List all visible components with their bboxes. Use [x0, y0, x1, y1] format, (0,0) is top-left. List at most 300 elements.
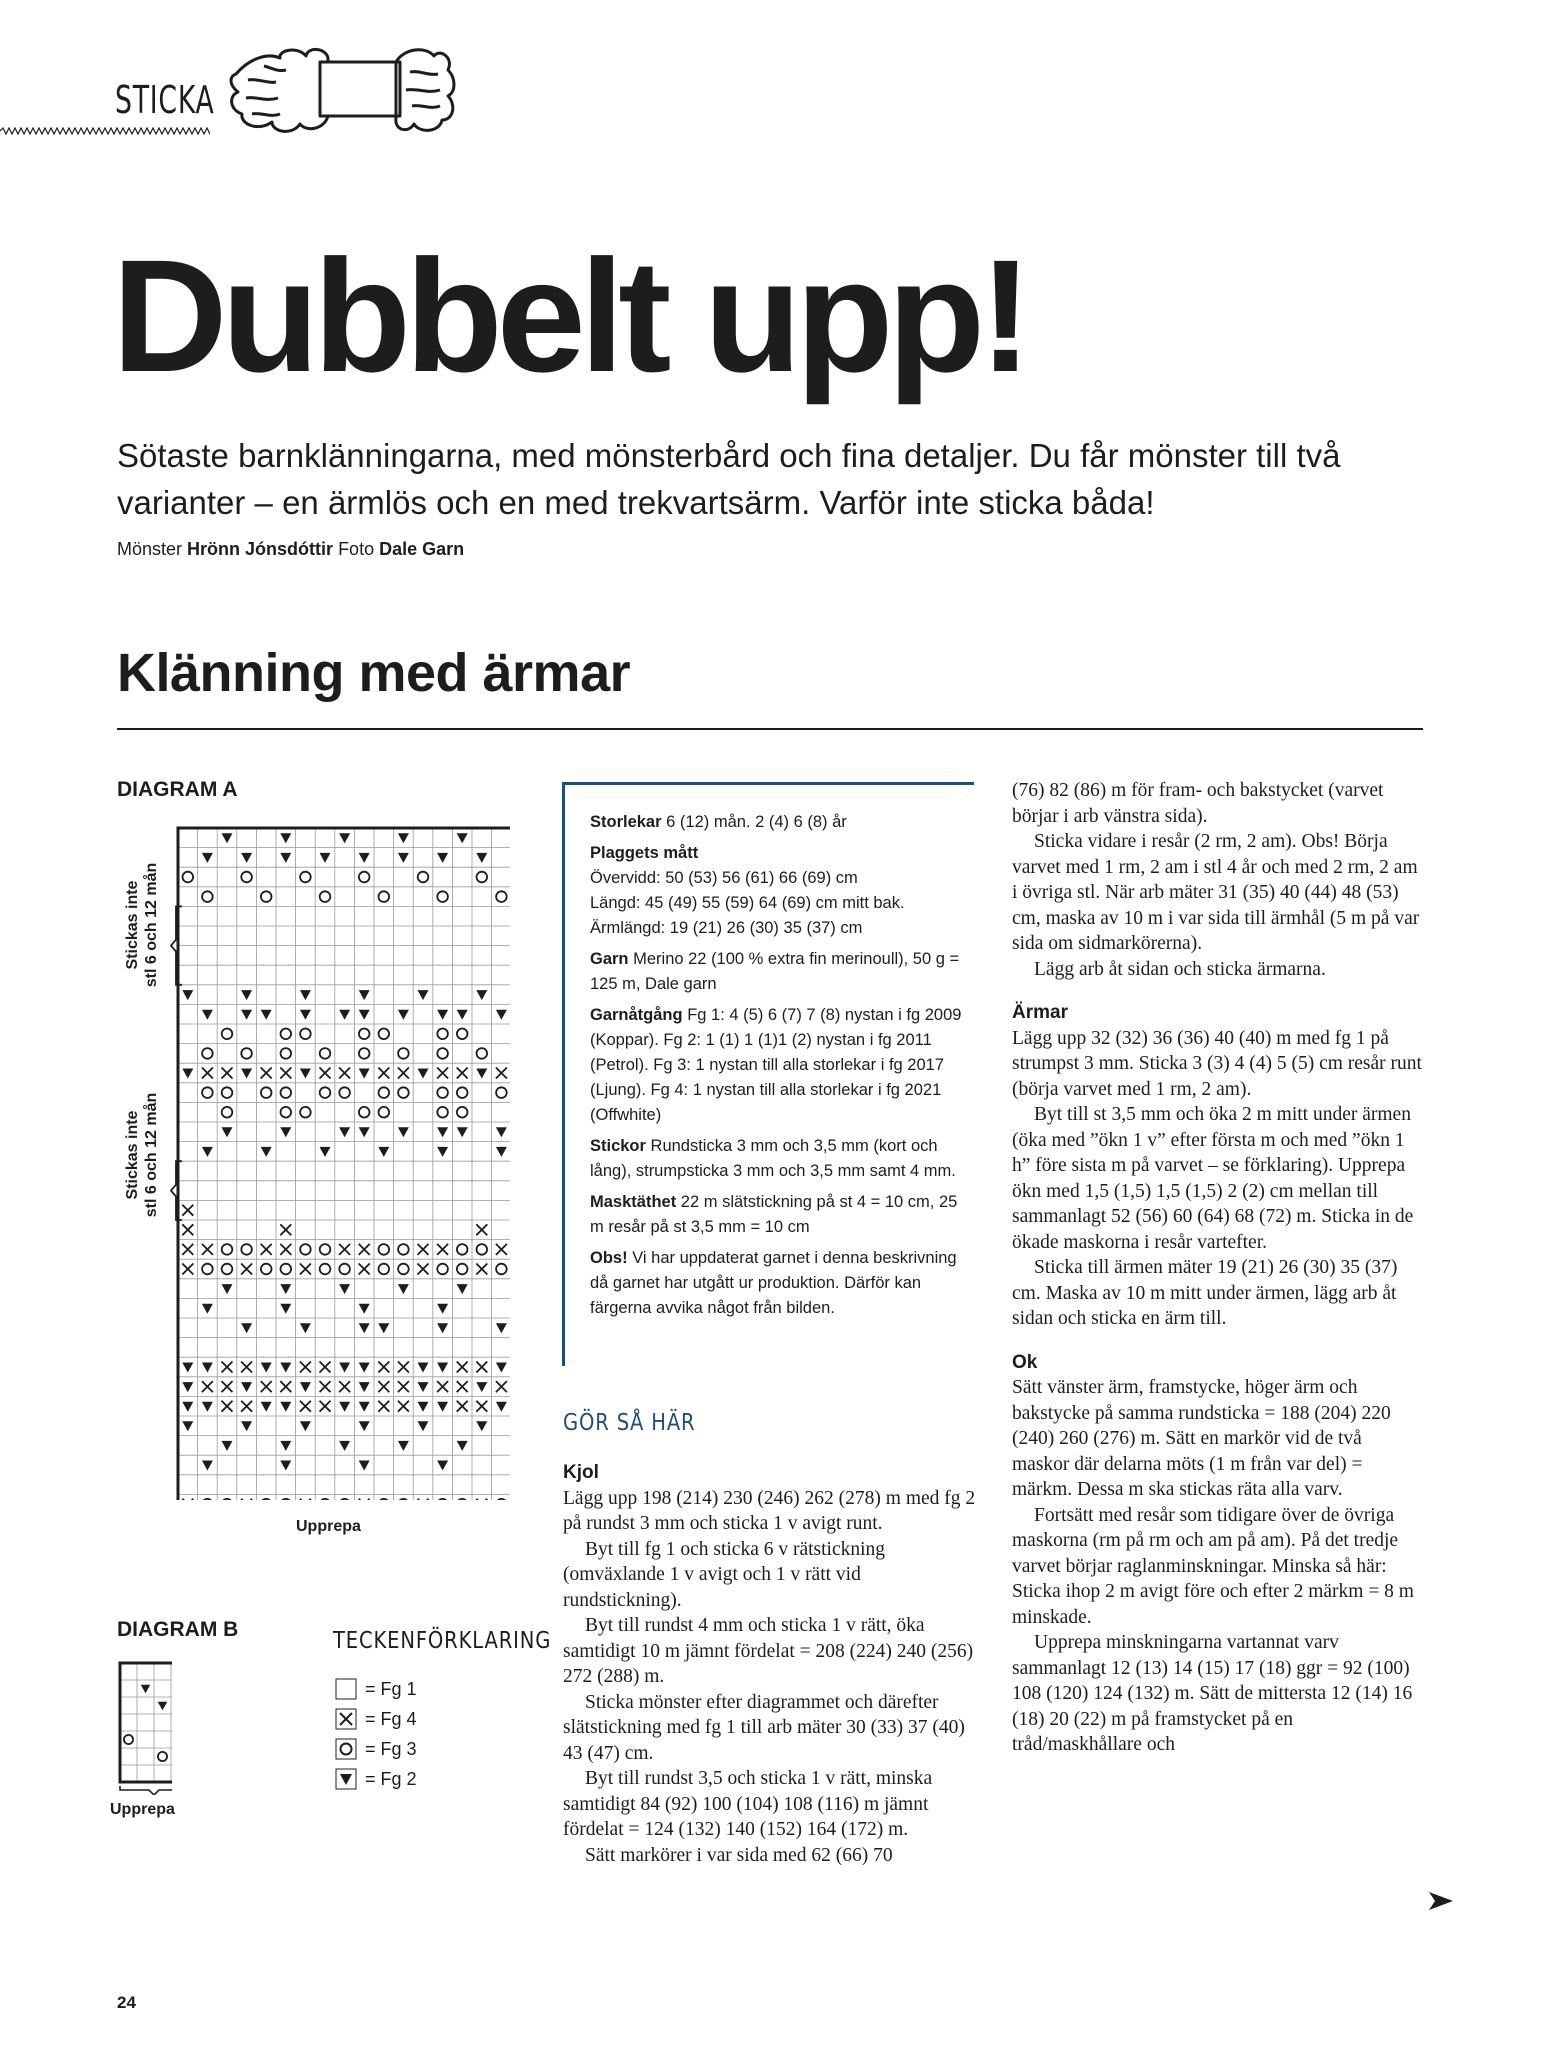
stitch-triangle	[437, 1304, 448, 1314]
stitch-circle	[379, 1107, 390, 1118]
stitch-cross	[182, 1224, 193, 1235]
stitch-cross	[496, 1244, 507, 1255]
diagram-a-title: DIAGRAM A	[117, 778, 238, 801]
info-matt-label-text: Plaggets mått	[590, 844, 699, 862]
info-masktathet-label: Masktäthet	[590, 1193, 677, 1211]
stitch-cross	[320, 1401, 331, 1412]
info-box-side-border	[562, 782, 565, 1366]
continue-arrow-icon	[1428, 1890, 1454, 1912]
yarn-skein-icon	[228, 40, 456, 140]
stitch-cross	[182, 1264, 193, 1275]
stitch-triangle	[437, 853, 448, 863]
stitch-cross	[241, 1264, 252, 1275]
stitch-circle	[437, 1499, 448, 1500]
stitch-triangle	[457, 833, 468, 843]
diagram-b-border	[120, 1663, 172, 1782]
stitch-circle	[241, 872, 252, 883]
stitch-cross	[202, 1244, 213, 1255]
stitch-cross	[457, 1362, 468, 1373]
stitch-triangle	[339, 1363, 350, 1373]
stitch-triangle	[202, 1304, 213, 1314]
stitch-triangle	[280, 1441, 291, 1451]
intro-text: Sötaste barnklänningarna, med mönsterbård och fina detaljer. Du får mönster till två varianter – en ärmlös och en med trekvartsärm. Varför inte sticka båda!	[117, 437, 1341, 521]
stitch-cross	[300, 1264, 311, 1275]
stitch-circle	[320, 1048, 331, 1059]
stitch-circle	[379, 1087, 390, 1098]
stitch-triangle	[437, 1363, 448, 1373]
stitch-cross	[222, 1401, 233, 1412]
stitch-triangle	[437, 1147, 448, 1157]
stitch-circle	[261, 891, 272, 902]
info-matt-line: Ärmlängd: 19 (21) 26 (30) 35 (37) cm	[590, 919, 863, 937]
armar-paragraph: Lägg upp 32 (32) 36 (36) 40 (40) m med fg 1 på strumpst 3 mm. Sticka 3 (3) 4 (4) 5 (5) cm resår runt (börja varvet med 1 rm, 2 am).	[1012, 1027, 1422, 1100]
stitch-triangle	[359, 853, 370, 863]
stitch-cross	[398, 1381, 409, 1392]
stitch-circle	[437, 1107, 448, 1118]
diagram-b-title: DIAGRAM B	[117, 1618, 239, 1641]
stitch-circle	[339, 1087, 350, 1098]
diagram-b-repeat-label: Upprepa	[110, 1801, 175, 1818]
stitch-circle	[183, 872, 194, 883]
stitch-cross	[496, 1068, 507, 1079]
stitch-circle	[379, 1029, 390, 1040]
stitch-circle	[457, 1029, 468, 1040]
stitch-cross	[398, 1401, 409, 1412]
stitch-triangle	[496, 1402, 507, 1412]
stitch-triangle	[320, 853, 331, 863]
info-obs-value: Vi har uppdaterat garnet i denna beskrivning då garnet har utgått ur produktion. Därför kan färgerna avvika något från bilden.	[590, 1249, 957, 1317]
kjol-paragraph: Byt till rundst 4 mm och sticka 1 v rätt, öka samtidigt 10 m jämnt fördelat = 208 (224) 240 (256) 272 (288) m.	[563, 1615, 974, 1687]
stitch-cross	[418, 1499, 429, 1500]
info-box-top-border	[562, 782, 974, 785]
stitch-triangle	[182, 1363, 193, 1373]
stitch-triangle	[359, 1461, 370, 1471]
stitch-circle	[320, 1264, 331, 1275]
info-garn-label: Garn	[590, 950, 629, 968]
stitch-triangle	[359, 1323, 370, 1333]
stitch-triangle	[320, 1147, 331, 1157]
info-box	[590, 810, 974, 1327]
stitch-triangle	[182, 1402, 193, 1412]
section-divider	[117, 728, 1423, 730]
kjol-paragraph: Byt till rundst 3,5 och sticka 1 v rätt, minska samtidigt 84 (92) 100 (104) 108 (116) m jämnt fördelat = 124 (132) 140 (152) 164 (172) m.	[563, 1768, 933, 1840]
stitch-circle	[418, 872, 429, 883]
stitch-cross	[339, 1068, 350, 1079]
stitch-triangle	[280, 1402, 291, 1412]
stitch-cross	[378, 1068, 389, 1079]
stitch-circle	[437, 1087, 448, 1098]
legend-item-fg4	[335, 1708, 417, 1730]
stitch-triangle	[241, 1382, 252, 1392]
stitch-triangle	[418, 990, 429, 1000]
stitch-circle	[320, 1244, 331, 1255]
stitch-cross	[182, 1244, 193, 1255]
stitch-circle	[202, 891, 213, 902]
stitch-circle	[398, 1048, 409, 1059]
stitch-cross	[280, 1381, 291, 1392]
kjol-paragraph: Sätt markörer i var sida med 62 (66) 70	[585, 1844, 893, 1866]
stitch-circle	[241, 1048, 252, 1059]
stitch-cross	[222, 1381, 233, 1392]
stitch-circle	[202, 1499, 213, 1500]
info-masktathet	[590, 1190, 974, 1240]
stitch-circle	[261, 1499, 272, 1500]
info-garnatgang	[590, 1003, 974, 1128]
armar-paragraph: Sticka till ärmen mäter 19 (21) 26 (30) 35 (37) cm. Maska av 10 m mitt under ärmen, lägg arb åt sidan och sticka en ärm till.	[1012, 1257, 1398, 1329]
stitch-cross	[339, 1381, 350, 1392]
diagram-b-chart	[112, 1655, 172, 1795]
stitch-circle	[437, 1264, 448, 1275]
legend-item-fg2	[335, 1768, 417, 1790]
stitch-triangle	[182, 990, 193, 1000]
info-garnatgang-label: Garnåtgång	[590, 1006, 683, 1024]
diagram-a-chart	[170, 820, 510, 1500]
stitch-triangle	[496, 1127, 507, 1137]
credits-pattern-name: Hrönn Jónsdóttir	[187, 539, 334, 559]
stitch-triangle	[280, 1284, 291, 1294]
info-stickor-value: Rundsticka 3 mm och 3,5 mm (kort och lång), strumpsticka 3 mm och 3,5 mm samt 4 mm.	[590, 1137, 956, 1180]
stitch-cross	[457, 1381, 468, 1392]
stitch-circle	[124, 1735, 133, 1744]
stitch-triangle	[476, 853, 487, 863]
stitch-circle	[202, 1048, 213, 1059]
stitch-triangle	[476, 1382, 487, 1392]
legend-cross-icon	[335, 1708, 357, 1730]
stitch-triangle	[496, 1010, 507, 1020]
stitch-cross	[359, 1264, 370, 1275]
diagram-b-grid	[120, 1663, 172, 1782]
stitch-triangle	[359, 1421, 370, 1431]
stitch-circle	[261, 1264, 272, 1275]
stitch-circle	[437, 1048, 448, 1059]
stitch-circle	[359, 872, 370, 883]
stitch-triangle	[359, 1382, 370, 1392]
stitch-cross	[300, 1362, 311, 1373]
stitch-cross	[261, 1068, 272, 1079]
stitch-triangle	[222, 1127, 233, 1137]
stitch-triangle	[398, 1284, 409, 1294]
stitch-circle	[398, 1087, 409, 1098]
stitch-cross	[182, 1205, 193, 1216]
stitch-cross	[222, 1068, 233, 1079]
stitch-triangle	[241, 1421, 252, 1431]
header-zigzag-rule	[0, 127, 210, 135]
stitch-triangle	[457, 1127, 468, 1137]
stitch-circle	[437, 1029, 448, 1040]
stitch-circle	[300, 1029, 311, 1040]
stitch-triangle	[359, 1402, 370, 1412]
stitch-circle	[457, 1107, 468, 1118]
stitch-triangle	[437, 1010, 448, 1020]
stitch-triangle	[378, 1323, 389, 1333]
stitch-cross	[457, 1401, 468, 1412]
instructions-column-middle	[563, 1460, 978, 1868]
side-label-top-line2: stl 6 och 12 mån	[143, 862, 160, 988]
stitch-circle	[339, 1499, 350, 1500]
info-matt-label	[590, 841, 974, 866]
stitch-circle	[281, 1499, 292, 1500]
stitch-circle	[222, 1087, 233, 1098]
stitch-circle	[202, 1264, 213, 1275]
stitch-cross	[476, 1362, 487, 1373]
stitch-triangle	[496, 1147, 507, 1157]
stitch-triangle	[300, 1069, 311, 1079]
stitch-cross	[437, 1244, 448, 1255]
legend-title: TECKENFÖRKLARING	[333, 1628, 552, 1654]
stitch-triangle	[300, 1010, 311, 1020]
stitch-triangle	[222, 1441, 233, 1451]
stitch-triangle	[339, 833, 350, 843]
stitch-circle	[222, 1264, 233, 1275]
legend-triangle-icon	[335, 1768, 357, 1790]
stitch-cross	[476, 1224, 487, 1235]
stitch-cross	[320, 1381, 331, 1392]
stitch-circle	[300, 1244, 311, 1255]
stitch-circle	[457, 1087, 468, 1098]
kjol-title: Kjol	[563, 1462, 599, 1483]
info-garn	[590, 947, 974, 997]
info-garn-value: Merino 22 (100 % extra fin merinoull), 50 g = 125 m, Dale garn	[590, 950, 960, 993]
stitch-cross	[320, 1068, 331, 1079]
stitch-circle	[241, 1244, 252, 1255]
legend-label-fg3: = Fg 3	[365, 1738, 417, 1759]
info-storlekar-value: 6 (12) mån. 2 (4) 6 (8) år	[666, 813, 847, 831]
legend-item-fg1	[335, 1678, 417, 1700]
stitch-circle	[359, 1029, 370, 1040]
stitch-triangle	[202, 1461, 213, 1471]
stitch-cross	[261, 1244, 272, 1255]
stitch-triangle	[280, 853, 291, 863]
side-label-bottom-line1: Stickas inte	[124, 1110, 141, 1200]
stitch-circle	[398, 1264, 409, 1275]
stitch-triangle	[280, 833, 291, 843]
stitch-triangle	[280, 1127, 291, 1137]
legend-label-fg1: = Fg 1	[365, 1678, 417, 1699]
instructions-column-right	[1012, 778, 1424, 1758]
stitch-cross	[280, 1244, 291, 1255]
stitch-triangle	[398, 1127, 409, 1137]
stitch-cross	[261, 1381, 272, 1392]
stitch-triangle	[496, 1323, 507, 1333]
stitch-triangle	[141, 1685, 151, 1694]
stitch-triangle	[359, 1363, 370, 1373]
stitch-cross	[398, 1362, 409, 1373]
stitch-triangle	[339, 1127, 350, 1137]
kjol-paragraph: Byt till fg 1 och sticka 6 v rätstickning (omväxlande 1 v avigt och 1 v rätt vid rundstickning).	[563, 1538, 886, 1611]
stitch-cross	[398, 1068, 409, 1079]
stitch-triangle	[398, 1441, 409, 1451]
stitch-circle	[261, 1087, 272, 1098]
legend-label-fg2: = Fg 2	[365, 1768, 417, 1789]
stitch-triangle	[300, 1421, 311, 1431]
stitch-circle	[457, 1499, 468, 1500]
stitch-triangle	[359, 1127, 370, 1137]
stitch-triangle	[437, 1127, 448, 1137]
stitch-triangle	[418, 1363, 429, 1373]
diagram-a-side-label-top	[123, 850, 163, 1000]
stitch-cross	[280, 1068, 291, 1079]
diagram-a-grid	[178, 828, 510, 1500]
stitch-triangle	[158, 1702, 168, 1711]
stitch-triangle	[418, 1421, 429, 1431]
stitch-triangle	[182, 1382, 193, 1392]
armar-paragraph: Byt till st 3,5 mm och öka 2 m mitt under ärmen (öka med ”ökn 1 v” efter första m och med ”ökn 1 h” före sista m på varvet – se förklaring). Upprepa ökn med 1,5 (1,5) 1,5 (1,5) 2 (2) cm mellan till sammanlagt 52 (56) 60 (64) 68 (72) m. Sticka in de ökade maskorna i resår vartefter.	[1012, 1104, 1414, 1253]
kjol-paragraph: Sticka mönster efter diagrammet och därefter slätstickning med fg 1 till arb mäter 30 (33) 37 (40) 43 (47) cm.	[563, 1691, 965, 1764]
page-number: 24	[117, 1993, 136, 2012]
stitch-circle	[437, 891, 448, 902]
stitch-circle	[320, 891, 331, 902]
legend-item-fg3	[335, 1738, 417, 1760]
stitch-cross	[378, 1381, 389, 1392]
stitch-circle	[281, 1087, 292, 1098]
stitch-circle	[379, 1244, 390, 1255]
section-title: Klänning med ärmar	[117, 643, 631, 703]
stitch-triangle	[457, 1010, 468, 1020]
stitch-triangle	[496, 1363, 507, 1373]
stitch-cross	[359, 1499, 370, 1500]
stitch-cross	[437, 1381, 448, 1392]
stitch-cross	[202, 1381, 213, 1392]
stitch-triangle	[202, 1363, 213, 1373]
ok-paragraph: Sätt vänster ärm, framstycke, höger ärm och bakstycke på samma rundsticka = 188 (204) 220 (240) 260 (276) m. Sätt en markör vid de två maskor där delarna möts (1 m från var del) = märkm. Dessa m ska stickas räta alla varv.	[1012, 1377, 1391, 1500]
armar-title: Ärmar	[1012, 1002, 1068, 1023]
stitch-cross	[378, 1401, 389, 1412]
stitch-triangle	[261, 1363, 272, 1373]
stitch-cross	[476, 1264, 487, 1275]
stitch-triangle	[476, 1421, 487, 1431]
stitch-circle	[496, 891, 507, 902]
stitch-circle	[379, 1264, 390, 1275]
stitch-triangle	[280, 1304, 291, 1314]
stitch-cross	[476, 1401, 487, 1412]
stitch-triangle	[359, 1069, 370, 1079]
stitch-cross	[378, 1362, 389, 1373]
stitch-triangle	[359, 1010, 370, 1020]
stitch-triangle	[261, 1010, 272, 1020]
stitch-triangle	[339, 1284, 350, 1294]
stitch-triangle	[398, 853, 409, 863]
stitch-triangle	[418, 1382, 429, 1392]
stitch-triangle	[241, 1069, 252, 1079]
legend-empty-icon	[335, 1678, 357, 1700]
info-garnatgang-value: Fg 1: 4 (5) 6 (7) 7 (8) nystan i fg 2009 (Koppar). Fg 2: 1 (1) 1 (1)1 (2) nystan i fg 2011 (Petrol). Fg 3: 1 nystan till alla storlekar i fg 2017 (Ljung). Fg 4: 1 nystan till alla storlekar i fg 2021 (Offwhite)	[590, 1006, 962, 1124]
stitch-circle	[300, 872, 311, 883]
stitch-circle	[359, 1107, 370, 1118]
stitch-triangle	[182, 1069, 193, 1079]
stitch-triangle	[359, 990, 370, 1000]
stitch-circle	[379, 891, 390, 902]
stitch-cross	[280, 1224, 291, 1235]
stitch-cross	[300, 1401, 311, 1412]
stitch-triangle	[339, 1441, 350, 1451]
stitch-triangle	[457, 1441, 468, 1451]
stitch-triangle	[300, 1382, 311, 1392]
stitch-cross	[339, 1244, 350, 1255]
legend-label-fg4: = Fg 4	[365, 1708, 417, 1729]
stitch-triangle	[476, 990, 487, 1000]
stitch-triangle	[202, 1010, 213, 1020]
page-headline: Dubbelt upp!	[112, 226, 1027, 405]
stitch-cross	[300, 1499, 311, 1500]
stitch-triangle	[241, 1010, 252, 1020]
ok-paragraph: Upprepa minskningarna vartannat varv sammanlagt 12 (13) 14 (15) 17 (18) ggr = 92 (100) 108 (120) 124 (132) m. Sätt de mittersta 12 (14) 16 (18) 20 (22) m på framstycket på en tråd/maskhållare och	[1012, 1632, 1413, 1755]
info-stickor	[590, 1134, 974, 1184]
stitch-triangle	[476, 1069, 487, 1079]
stitch-cross	[359, 1244, 370, 1255]
instructions-heading: GÖR SÅ HÄR	[563, 1410, 696, 1436]
stitch-triangle	[241, 1323, 252, 1333]
side-label-bottom-line2: stl 6 och 12 mån	[143, 1092, 160, 1218]
info-obs	[590, 1246, 974, 1321]
stitch-circle	[398, 1244, 409, 1255]
ok-title: Ok	[1012, 1351, 1038, 1373]
side-label-top-line1: Stickas inte	[124, 880, 141, 970]
info-storlekar	[590, 810, 974, 835]
stitch-circle	[477, 1244, 488, 1255]
stitch-triangle	[437, 1323, 448, 1333]
ok-paragraph: Fortsätt med resår som tidigare över de övriga maskorna (rm på rm och am på am). På det tredje varvet börjar raglanminskningar. Minska så här: Sticka ihop 2 m avigt före och efter 2 märkm = 8 m minskade.	[1012, 1504, 1414, 1628]
stitch-triangle	[261, 1402, 272, 1412]
stitch-cross	[496, 1381, 507, 1392]
stitch-circle	[496, 1264, 507, 1275]
stitch-triangle	[280, 1363, 291, 1373]
info-matt-line: Övervidd: 50 (53) 56 (61) 66 (69) cm	[590, 869, 858, 887]
continued-paragraph: Sticka vidare i resår (2 rm, 2 am). Obs! Börja varvet med 1 rm, 2 am i stl 4 år och med 2 rm, 2 am i övriga stl. När arb mäter 31 (35) 40 (44) 48 (53) cm, maska av 10 m i var sida till ärmhål (5 m på var sida om sidmarkörerna).	[1012, 831, 1420, 954]
stitch-circle	[222, 1029, 233, 1040]
stitch-triangle	[202, 1147, 213, 1157]
stitch-triangle	[418, 1069, 429, 1079]
kjol-paragraph: Lägg upp 198 (214) 230 (246) 262 (278) m med fg 2 på rundst 3 mm och sticka 1 v avigt runt.	[563, 1487, 976, 1534]
stitch-circle	[457, 1244, 468, 1255]
stitch-triangle	[300, 1323, 311, 1333]
stitch-triangle	[241, 853, 252, 863]
legend-circle-icon	[335, 1738, 357, 1760]
continued-paragraph: (76) 82 (86) m för fram- och bakstycket (varvet börjar i arb vänstra sida).	[1012, 780, 1384, 827]
stitch-circle	[281, 1029, 292, 1040]
stitch-triangle	[222, 1284, 233, 1294]
stitch-circle	[496, 1087, 507, 1098]
stitch-circle	[158, 1752, 167, 1761]
stitch-triangle	[437, 1402, 448, 1412]
stitch-triangle	[418, 1402, 429, 1412]
info-stickor-label: Stickor	[590, 1137, 646, 1155]
stitch-circle	[300, 1107, 311, 1118]
stitch-triangle	[457, 1284, 468, 1294]
stitch-triangle	[261, 1147, 272, 1157]
stitch-triangle	[437, 1461, 448, 1471]
stitch-triangle	[339, 1402, 350, 1412]
stitch-cross	[418, 1264, 429, 1275]
info-matt-line: Längd: 45 (49) 55 (59) 64 (69) cm mitt bak.	[590, 894, 905, 912]
stitch-cross	[320, 1362, 331, 1373]
stitch-circle	[379, 1499, 390, 1500]
credits	[117, 539, 464, 560]
stitch-circle	[457, 1264, 468, 1275]
stitch-circle	[320, 1499, 331, 1500]
stitch-circle	[496, 1499, 507, 1500]
stitch-circle	[222, 1107, 233, 1118]
repeat-bracket	[120, 1786, 172, 1795]
credits-photo-name: Dale Garn	[379, 539, 465, 559]
stitch-circle	[320, 1087, 331, 1098]
stitch-circle	[202, 1087, 213, 1098]
stitch-circle	[339, 1264, 350, 1275]
credits-pattern-label: Mönster	[117, 539, 183, 559]
stitch-triangle	[378, 1147, 389, 1157]
stitch-triangle	[359, 1304, 370, 1314]
stitch-cross	[222, 1362, 233, 1373]
info-masktathet-value: 22 m slätstickning på st 4 = 10 cm, 25 m resår på st 3,5 mm = 10 cm	[590, 1193, 958, 1236]
